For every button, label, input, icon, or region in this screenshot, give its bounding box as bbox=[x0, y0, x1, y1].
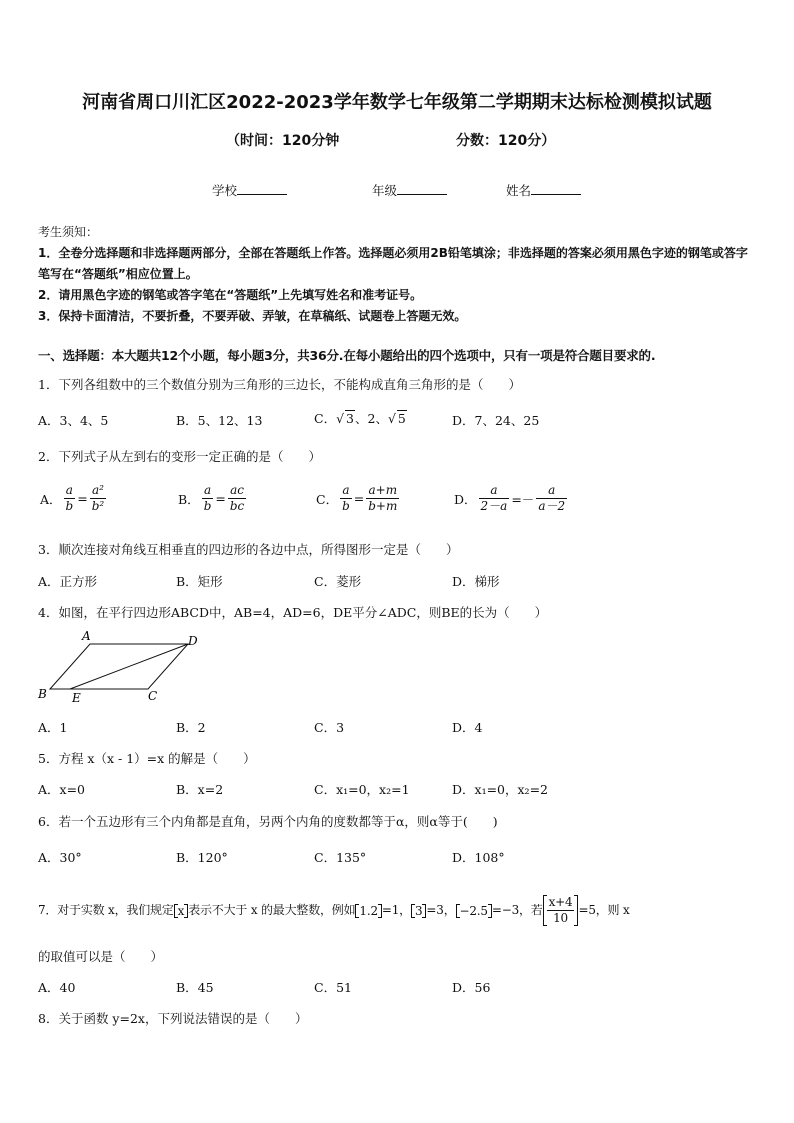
q5-option-a[interactable]: A．x=0 bbox=[38, 782, 86, 797]
q2-a-frac2: $\frac{\text{a²}}{\text{b²}}$ bbox=[91, 483, 105, 513]
q2-option-c[interactable] bbox=[314, 483, 399, 514]
floor-bracket: x bbox=[174, 904, 189, 918]
question-8-stem: 8．关于函数 y=2x，下列说法错误的是（ ） bbox=[38, 1011, 308, 1026]
question-5-stem: 5．方程 x（x - 1）=x 的解是（ ） bbox=[38, 751, 256, 766]
parallelogram-abcd bbox=[50, 644, 188, 689]
q4-option-c[interactable]: C．3 bbox=[314, 720, 345, 735]
grade-field bbox=[372, 181, 447, 199]
q3-option-c[interactable]: C．菱形 bbox=[314, 574, 362, 589]
q3-option-a[interactable]: A．正方形 bbox=[38, 574, 98, 589]
q1-c-root-a: 3 bbox=[346, 411, 354, 426]
exam-title: 河南省周口川汇区2022-2023学年数学七年级第二学期期末达标检测模拟试题 bbox=[82, 92, 712, 113]
q5-option-d[interactable]: D．x₁=0，x₂=2 bbox=[452, 782, 548, 797]
grade-label: 年级 bbox=[372, 183, 398, 198]
q1-option-c[interactable]: C．√ 3、2、√ 5 bbox=[314, 411, 406, 426]
section-heading: 一、选择题：本大题共12个小题，每小题3分，共36分.在每小题给出的四个选项中，只有一项是符合题目要求的. bbox=[38, 348, 656, 363]
q1-option-a[interactable]: A．3、4、5 bbox=[38, 413, 109, 428]
equals: = bbox=[353, 491, 365, 506]
q1-c-sep: 、2、 bbox=[355, 411, 388, 426]
question-6-stem: 6．若一个五边形有三个内角都是直角，另两个内角的度数都等于α，则α等于( ) bbox=[38, 814, 498, 829]
label-d: D bbox=[188, 634, 198, 648]
question-2-stem: 2．下列式子从左到右的变形一定正确的是（ ） bbox=[38, 449, 321, 464]
q2-b-frac1: $\frac{a}{b}$ bbox=[203, 483, 212, 513]
school-label: 学校 bbox=[212, 183, 238, 198]
q2-c-frac1: $\frac{a}{b}$ bbox=[342, 483, 350, 513]
q7-option-d[interactable]: D．56 bbox=[452, 980, 491, 995]
q7-stem-b: 表示不大于 x 的最大整数，例如 bbox=[188, 903, 356, 917]
note-item: 3．保持卡面清洁，不要折叠，不要弄破、弄皱，在草稿纸、试题卷上答题无效。 bbox=[38, 309, 467, 323]
equals: = bbox=[215, 491, 226, 506]
q6-option-c[interactable]: C．135° bbox=[314, 850, 367, 865]
exam-score: 分数：120分） bbox=[456, 133, 556, 149]
q2-c-frac2: $\frac{a+m}{b+m}$ bbox=[368, 483, 398, 513]
q6-option-a[interactable]: A．30° bbox=[38, 850, 82, 865]
q3-option-d[interactable]: D．梯形 bbox=[452, 574, 500, 589]
q2-b-prefix: B． bbox=[178, 491, 200, 507]
q7-option-b[interactable]: B．45 bbox=[176, 980, 214, 995]
q2-a-prefix: A． bbox=[40, 491, 62, 507]
q7-stem-a: 7．对于实数 x，我们规定 bbox=[38, 903, 174, 917]
equals-negative: =－ bbox=[511, 491, 535, 507]
q2-d-frac2: $\frac{a}{a-2}$ bbox=[538, 483, 566, 513]
q1-c-root-b: 5 bbox=[397, 411, 406, 426]
name-label: 姓名 bbox=[506, 183, 532, 198]
notes-heading: 考生须知： bbox=[38, 225, 99, 239]
q2-option-a[interactable] bbox=[38, 483, 106, 514]
q6-option-d[interactable]: D．108° bbox=[452, 850, 505, 865]
q2-option-b[interactable] bbox=[176, 483, 246, 514]
q6-option-b[interactable]: B．120° bbox=[176, 850, 228, 865]
school-blank[interactable] bbox=[237, 182, 287, 195]
label-c: C bbox=[148, 689, 158, 703]
exam-notes bbox=[38, 222, 758, 327]
question-7-stem-line2: 的取值可以是（ ） bbox=[38, 949, 164, 964]
floor-fraction: $\frac{x+4}{10}$ bbox=[543, 895, 579, 926]
q4-option-b[interactable]: B．2 bbox=[176, 720, 206, 735]
equals: = bbox=[77, 491, 88, 506]
q2-d-prefix: D． bbox=[454, 491, 477, 507]
label-b: B bbox=[38, 687, 47, 701]
q2-d-frac1: $\frac{a}{2-a}$ bbox=[480, 483, 508, 513]
q7-option-c[interactable]: C．51 bbox=[314, 980, 352, 995]
name-field bbox=[506, 181, 581, 199]
q7-option-a[interactable]: A．40 bbox=[38, 980, 76, 995]
floor-example-2: 3 bbox=[411, 904, 426, 918]
school-field bbox=[212, 181, 287, 199]
q1-option-d[interactable]: D．7、24、25 bbox=[452, 413, 540, 428]
parallelogram-figure bbox=[36, 628, 206, 708]
label-a: A bbox=[82, 629, 91, 643]
q2-c-prefix: C． bbox=[316, 491, 339, 507]
segment-de bbox=[70, 644, 188, 689]
question-4-stem: 4．如图，在平行四边形ABCD中，AB=4，AD=6，DE平分∠ADC，则BE的长为（ ） bbox=[38, 605, 548, 620]
floor-example-3: −2.5 bbox=[456, 904, 492, 918]
name-blank[interactable] bbox=[531, 182, 581, 195]
q1-c-prefix: C． bbox=[314, 411, 337, 426]
q2-b-frac2: $\frac{ac}{bc}$ bbox=[229, 483, 245, 513]
grade-blank[interactable] bbox=[397, 182, 447, 195]
question-3-stem: 3．顺次连接对角线互相垂直的四边形的各边中点，所得图形一定是（ ） bbox=[38, 542, 459, 557]
q3-option-b[interactable]: B．矩形 bbox=[176, 574, 223, 589]
exam-time: （时间：120分钟 bbox=[226, 133, 340, 149]
q4-option-d[interactable]: D．4 bbox=[452, 720, 483, 735]
floor-example-1: 1.2 bbox=[355, 904, 381, 918]
note-item: 2．请用黑色字迹的钢笔或答字笔在“答题纸”上先填写姓名和准考证号。 bbox=[38, 288, 423, 302]
q1-option-b[interactable]: B．5、12、13 bbox=[176, 413, 263, 428]
question-1-stem: 1．下列各组数中的三个数值分别为三角形的三边长，不能构成直角三角形的是（ ） bbox=[38, 377, 521, 392]
q4-option-a[interactable]: A．1 bbox=[38, 720, 68, 735]
q2-a-frac1: $\frac{a}{b}$ bbox=[65, 483, 74, 513]
q5-option-c[interactable]: C．x₁=0，x₂=1 bbox=[314, 782, 410, 797]
q2-option-d[interactable] bbox=[452, 483, 567, 514]
label-e: E bbox=[72, 691, 81, 705]
note-item: 1．全卷分选择题和非选择题两部分，全部在答题纸上作答。选择题必须用2B铅笔填涂；非选择题的答案必须用黑色字迹的钢笔或答字笔写在“答题纸”相应位置上。 bbox=[38, 246, 748, 281]
q5-option-b[interactable]: B．x=2 bbox=[176, 782, 224, 797]
question-7-stem: 7．对于实数 x，我们规定 x 表示不大于 x 的最大整数，例如 1.2 =1， 3 =3， −2.5 =−3，若 $\frac{x+4}{10}$ =5，则 x bbox=[38, 895, 630, 925]
